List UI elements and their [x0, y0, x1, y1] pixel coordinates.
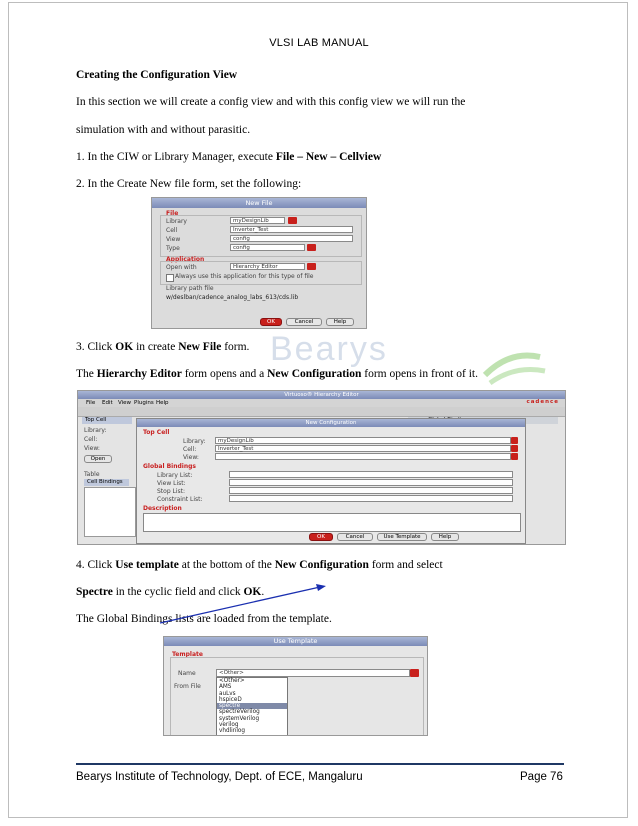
section-heading: Creating the Configuration View [76, 69, 238, 81]
step-4-text-a: 4. Click [76, 559, 116, 571]
footer-institute: Bearys Institute of Technology, Dept. of ECE, Mangaluru [76, 771, 363, 783]
nc-cancel-button[interactable]: Cancel [337, 533, 373, 541]
new-file-cancel-button[interactable]: Cancel [286, 318, 322, 326]
template-option[interactable]: spectreVerilog [219, 709, 260, 716]
global-bindings-note: The Global Bindings lists are loaded from the template. [76, 613, 332, 625]
hierarchy-editor-title: Virtuoso® Hierarchy Editor [78, 391, 565, 399]
cell-label: Cell [166, 227, 178, 234]
cadence-logo: cadence [526, 399, 559, 405]
he-top-cell-label: Top Cell [85, 417, 107, 423]
step-4b-spectre: Spectre [76, 586, 113, 598]
step-4b-text-a: in the cyclic field and click [112, 586, 244, 598]
step-4-text-c: form and select [368, 559, 443, 571]
step-3-text-b: in create [133, 341, 179, 353]
template-options-list[interactable] [216, 677, 288, 736]
template-name-label: Name [178, 670, 196, 677]
nc-cell-label: Cell: [183, 446, 197, 453]
intro-line-2: simulation with and without parasitic. [76, 124, 251, 136]
template-option[interactable]: vhdlinlog [219, 728, 246, 735]
open-with-label: Open with [166, 264, 197, 271]
template-option[interactable]: hspiceD [219, 696, 242, 703]
he-cell-bindings-label: Cell Bindings [87, 479, 123, 485]
he-cell-label: Cell: [84, 436, 98, 443]
template-name-select[interactable]: <Other> [216, 669, 410, 677]
step-4b-text-b: . [261, 586, 265, 598]
always-use-label: Always use this application for this type of file [175, 273, 314, 280]
he-text-c: form opens in front of it. [361, 368, 478, 380]
step-4-new-configuration: New Configuration [274, 559, 369, 571]
he-library-label: Library: [84, 427, 107, 434]
he-menu-help[interactable]: Help [156, 400, 169, 406]
library-field[interactable]: myDesignLib [230, 217, 285, 224]
type-label: Type [166, 245, 180, 252]
watermark-text: Bearys [270, 330, 388, 368]
cell-field[interactable]: Inverter_Test [230, 226, 353, 233]
he-text-b: form opens and a [181, 368, 268, 380]
template-option[interactable]: <Other> [219, 678, 245, 684]
library-path-value: w/deslban/cadence_analog_labs_613/cds.lib [166, 294, 299, 301]
new-file-ok-button[interactable]: OK [260, 318, 282, 326]
library-path-label: Library path file [166, 285, 214, 292]
he-menu-plugins[interactable]: Plugins [134, 400, 154, 406]
template-option[interactable]: auLvs [219, 690, 236, 697]
step-1-text: 1. In the CIW or Library Manager, execute [76, 151, 276, 163]
use-template-title: Use Template [164, 637, 427, 646]
nc-top-cell-section: Top Cell [143, 429, 170, 436]
footer-page-number: Page 76 [520, 771, 563, 783]
nc-help-button[interactable]: Help [431, 533, 459, 541]
step-4-use-template: Use template [115, 559, 179, 571]
step-3-ok: OK [115, 341, 134, 353]
nc-library-field[interactable]: myDesignLib [215, 437, 511, 444]
new-configuration-title: New Configuration [137, 419, 525, 427]
he-menu-view[interactable]: View [118, 400, 132, 406]
step-4b-ok: OK [243, 586, 262, 598]
step-4-text-b: at the bottom of the [178, 559, 275, 571]
template-option[interactable]: verilog [219, 722, 239, 729]
nc-cell-field[interactable]: Inverter_Test [215, 445, 511, 452]
nc-view-list-label: View List: [157, 480, 186, 487]
template-option-selected[interactable]: spectre [217, 703, 287, 709]
open-with-select[interactable]: Hierarchy Editor [230, 263, 305, 270]
step-1-menu-path: File – New – Cellview [275, 151, 382, 163]
he-text-a: The [76, 368, 97, 380]
page-header: VLSI LAB MANUAL [269, 37, 369, 49]
nc-library-label: Library: [183, 438, 206, 445]
template-section-label: Template [172, 651, 203, 658]
new-file-help-button[interactable]: Help [326, 318, 354, 326]
he-menu-edit[interactable]: Edit [102, 400, 113, 406]
step-3-text-c: form. [221, 341, 250, 353]
library-label: Library [166, 218, 187, 225]
application-section-label: Application [166, 256, 205, 263]
template-option[interactable]: systemVerilog [219, 715, 260, 722]
nc-view-label: View: [183, 454, 199, 461]
template-option[interactable]: AMS [219, 684, 232, 691]
use-template-dialog [163, 636, 428, 736]
new-file-title: New File [152, 198, 366, 208]
nc-global-bindings-section: Global Bindings [143, 463, 196, 470]
step-3-new-file: New File [178, 341, 222, 353]
intro-line-1: In this section we will create a config view and with this config view we will run the [76, 96, 466, 108]
he-table-label: Table [84, 471, 100, 478]
template-name-dropdown-button[interactable] [410, 669, 419, 677]
he-bold-2: New Configuration [267, 368, 362, 380]
he-menu-file[interactable]: File [86, 400, 96, 406]
nc-stop-list-label: Stop List: [157, 488, 186, 495]
nc-ok-button[interactable]: OK [309, 533, 333, 541]
he-bold-1: Hierarchy Editor [96, 368, 182, 380]
view-field[interactable]: config [230, 235, 353, 242]
he-view-label: View: [84, 445, 100, 452]
type-select[interactable]: config [230, 244, 305, 251]
nc-description-section: Description [143, 505, 182, 512]
footer-rule [76, 763, 564, 765]
nc-constraint-list-label: Constraint List: [157, 496, 203, 503]
nc-use-template-button[interactable]: Use Template [377, 533, 427, 541]
nc-library-list-label: Library List: [157, 472, 193, 479]
file-section-label: File [166, 210, 179, 217]
he-open-button[interactable]: Open [84, 455, 112, 463]
view-label: View [166, 236, 181, 243]
step-3-text-a: 3. Click [76, 341, 116, 353]
from-file-label: From File [174, 683, 201, 690]
step-2: 2. In the Create New file form, set the following: [76, 178, 302, 190]
